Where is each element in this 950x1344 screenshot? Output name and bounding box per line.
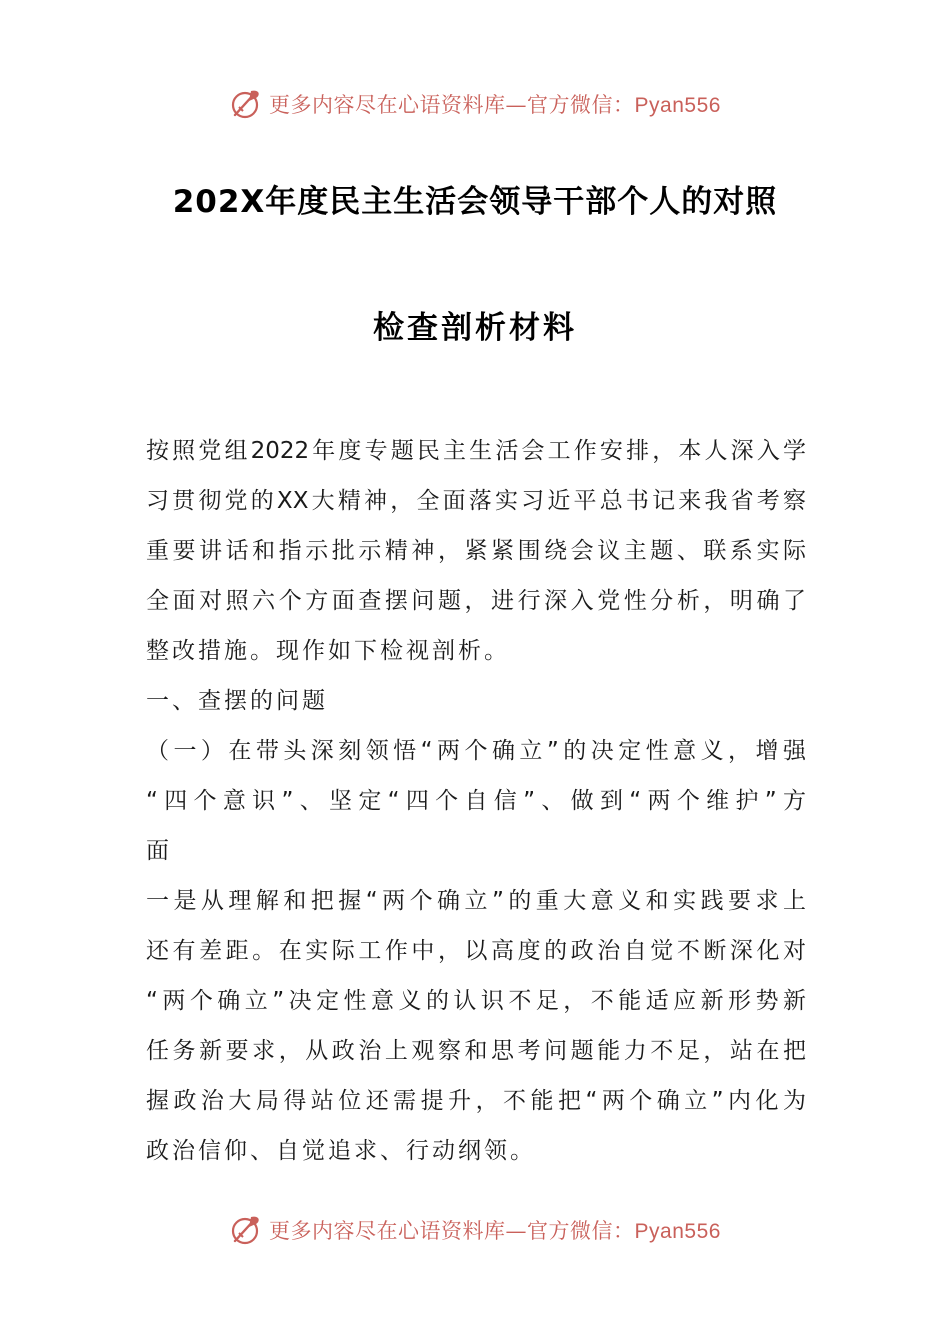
document-title-line-1: 202X年度民主生活会领导干部个人的对照 [172, 184, 778, 220]
document-body [146, 426, 806, 1176]
quill-seal-icon [229, 1213, 263, 1247]
subsection-heading-cont: “四个意识”、坚定“四个自信”、做到“两个维护”方 [146, 788, 806, 814]
quill-seal-icon [229, 87, 263, 121]
body-line: 整改措施。现作如下检视剖析。 [146, 638, 510, 664]
watermark-wechat-id: Pyan556 [634, 94, 721, 117]
body-line: “两个确立”决定性意义的认识不足，不能适应新形势新 [146, 988, 806, 1014]
body-line: 握政治大局得站位还需提升，不能把“两个确立”内化为 [146, 1088, 806, 1114]
body-line: 习贯彻党的XX大精神，全面落实习近平总书记来我省考察 [146, 488, 806, 514]
watermark-label: 更多内容尽在心语资料库—官方微信： [269, 93, 635, 117]
body-line: 全面对照六个方面查摆问题，进行深入党性分析，明确了 [146, 588, 806, 614]
watermark-footer [0, 1208, 950, 1252]
body-line: 政治信仰、自觉追求、行动纲领。 [146, 1138, 536, 1164]
watermark-text [269, 89, 721, 119]
body-line: 还有差距。在实际工作中，以高度的政治自觉不断深化对 [146, 938, 806, 964]
watermark-header [0, 82, 950, 126]
watermark-label: 更多内容尽在心语资料库—官方微信： [269, 1219, 635, 1243]
subsection-heading: （一）在带头深刻领悟“两个确立”的决定性意义，增强 [146, 738, 806, 764]
watermark-wechat-id: Pyan556 [634, 1220, 721, 1243]
section-heading: 一、查摆的问题 [146, 688, 328, 714]
watermark-text [269, 1215, 721, 1245]
body-line: 一是从理解和把握“两个确立”的重大意义和实践要求上 [146, 888, 806, 914]
body-line: 重要讲话和指示批示精神，紧紧围绕会议主题、联系实际 [146, 538, 806, 564]
body-line: 任务新要求，从政治上观察和思考问题能力不足，站在把 [146, 1038, 806, 1064]
body-line: 按照党组2022年度专题民主生活会工作安排，本人深入学 [146, 438, 806, 464]
subsection-heading-end: 面 [146, 838, 169, 864]
document-title-line-2: 检查剖析材料 [373, 310, 577, 346]
